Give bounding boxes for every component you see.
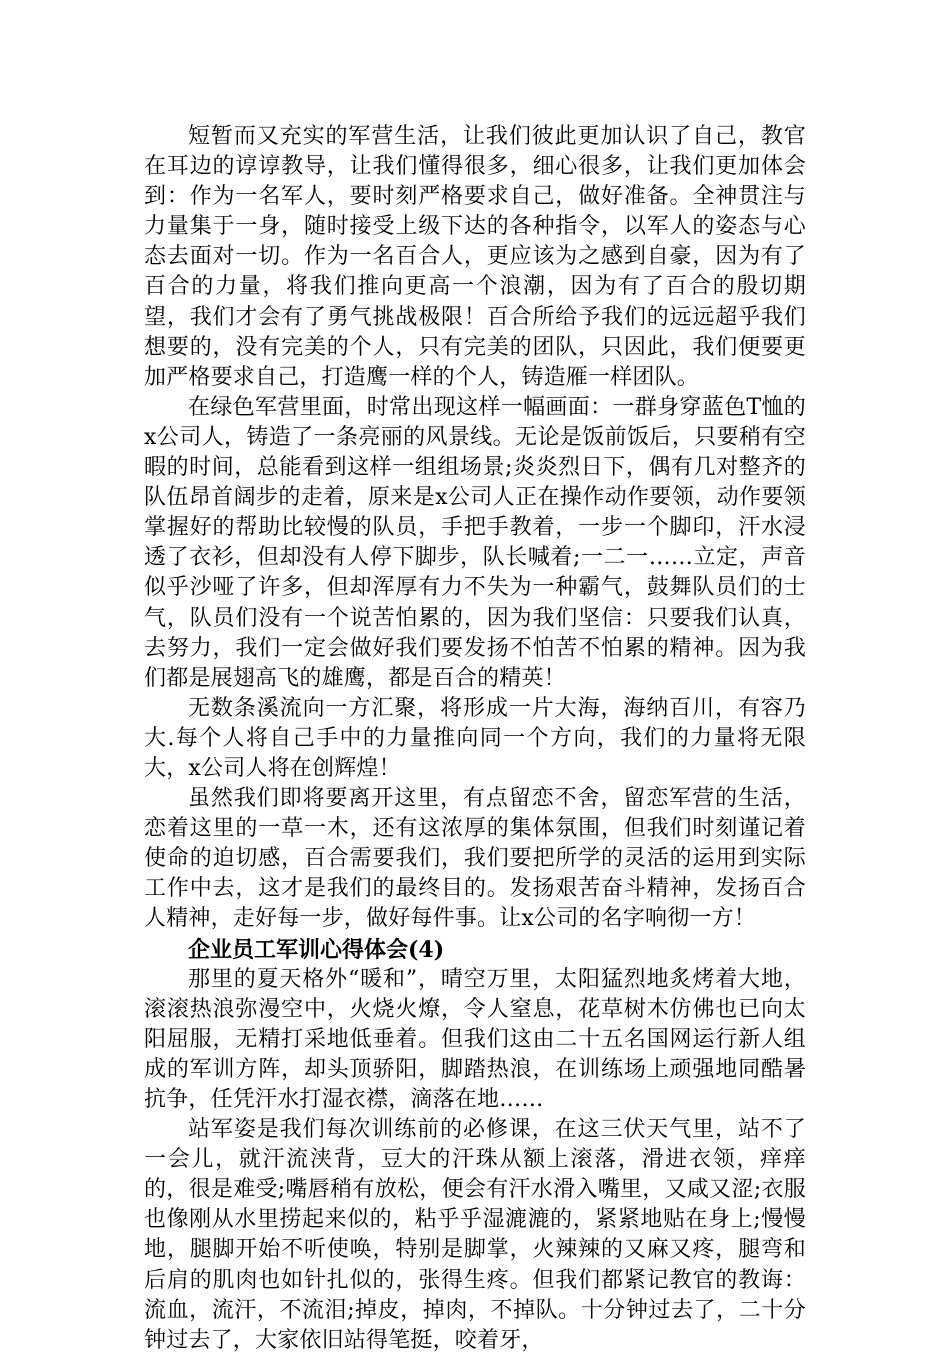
document-page xyxy=(144,122,806,1356)
paragraph-4: 虽然我们即将要离开这里，有点留恋不舍，留恋军营的生活，恋着这里的一草一木，还有这浓厚的集体氛围，但我们时刻谨记着使命的迫切感，百合需要我们，我们要把所学的灵活的运用到实际工作中去，这才是我们的最终目的。发扬艰苦奋斗精神，发扬百合人精神，走好每一步，做好每件事。让x公司的名字响彻一方！ xyxy=(144,786,806,932)
paragraph-5: 那里的夏天格外“暖和”，晴空万里，太阳猛烈地炙烤着大地，滚滚热浪弥漫空中，火烧火燎，令人窒息，花草树木仿佛也已向太阳屈服，无精打采地低垂着。但我们这由二十五名国网运行新人组成的军训方阵，却头顶骄阳，脚踏热浪，在训练场上顽强地同酷暑抗争，任凭汗水打湿衣襟，滴落在地…… xyxy=(144,966,806,1112)
paragraph-6: 站军姿是我们每次训练前的必修课，在这三伏天气里，站不了一会儿，就汗流浃背，豆大的汗珠从额上滚落，滑进衣领，痒痒的，很是难受;嘴唇稍有放松，便会有汗水滑入嘴里，又咸又涩;衣服也像刚从水里捞起来似的，粘乎乎湿漉漉的，紧紧地贴在身上;慢慢地，腿脚开始不听使唤，特别是脚掌，火辣辣的又麻又疼，腿弯和后肩的肌肉也如针扎似的，张得生疼。但我们都紧记教官的教诲：流血，流汗，不流泪;掉皮，掉肉，不掉队。十分钟过去了，二十分钟过去了，大家依旧站得笔挺，咬着牙， xyxy=(144,1117,806,1353)
paragraph-3: 无数条溪流向一方汇聚，将形成一片大海，海纳百川，有容乃大.每个人将自己手中的力量推向同一个方向，我们的力量将无限大，x公司人将在创辉煌！ xyxy=(144,695,806,781)
paragraph-1: 短暂而又充实的军营生活，让我们彼此更加认识了自己，教官在耳边的谆谆教导，让我们懂得很多，细心很多，让我们更加体会到：作为一名军人，要时刻严格要求自己，做好准备。全神贯注与力量集于一身，随时接受上级下达的各种指令，以军人的姿态与心态去面对一切。作为一名百合人，更应该为之感到自豪，因为有了百合的力量，将我们推向更高一个浪潮，因为有了百合的殷切期望，我们才会有了勇气挑战极限！百合所给予我们的远远超乎我们想要的，没有完美的个人，只有完美的团队，只因此，我们便要更加严格要求自己，打造鹰一样的个人，铸造雁一样团队。 xyxy=(144,124,806,390)
paragraph-2: 在绿色军营里面，时常出现这样一幅画面：一群身穿蓝色T恤的x公司人，铸造了一条亮丽的风景线。无论是饭前饭后，只要稍有空暇的时间，总能看到这样一组组场景;炎炎烈日下，偶有几对整齐的队伍昂首阔步的走着，原来是x公司人正在操作动作要领，动作要领掌握好的帮助比较慢的队员，手把手教着，一步一个脚印，汗水浸透了衣衫，但却没有人停下脚步，队长喊着;一二一……立定，声音似乎沙哑了许多，但却浑厚有力不失为一种霸气，鼓舞队员们的士气，队员们没有一个说苦怕累的，因为我们坚信：只要我们认真，去努力，我们一定会做好我们要发扬不怕苦不怕累的精神。因为我们都是展翅高飞的雄鹰，都是百合的精英！ xyxy=(144,394,806,691)
section-heading: 企业员工军训心得体会(4) xyxy=(188,936,445,963)
